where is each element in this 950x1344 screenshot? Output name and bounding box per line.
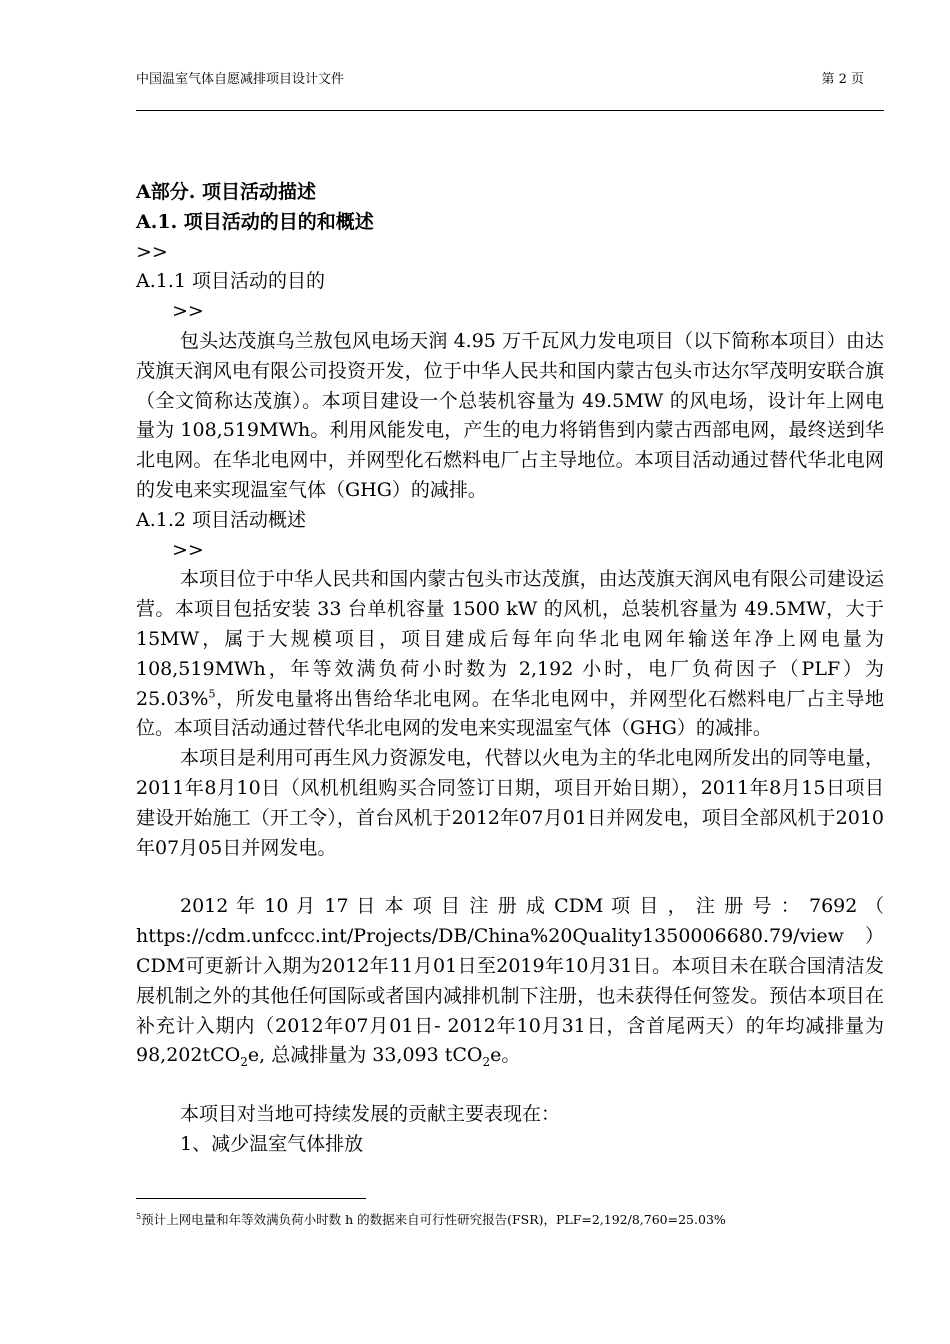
document-body (136, 178, 884, 1160)
footnote (136, 1210, 884, 1228)
header-doc-title: 中国温室气体自愿减排项目设计文件 (136, 72, 345, 87)
footnote-divider (136, 1198, 366, 1199)
page-header (136, 66, 884, 111)
footnote-number: 5 (136, 1211, 142, 1221)
footnote-text: 预计上网电量和年等效满负荷小时数 h 的数据来自可行性研究报告(FSR)，PLF=2,192/8,760=25.03% (141, 1212, 726, 1227)
a12-paragraph-4: 本项目对当地可持续发展的贡献主要表现在： (180, 1103, 561, 1126)
a12-paragraph-1: 本项目位于中华人民共和国内蒙古包头市达茂旗，由达茂旗天润风电有限公司建设运营。本项目包括安装 33 台单机容量 1500 kW 的风机，总装机容量为 49.5MW，大于 15MW，属于大规模项目，项目建成后每年向华北电网年输送年净上网电量为 108,519MWh，年等效满负荷小时数为 2,192 小时，电厂负荷因子（PLF）为 25.03%$^5$，所发电量将出售给华北电网。在华北电网中，并网型化石燃料电厂占主导地位。本项目活动通过替代华北电网的发电来实现温室气体（GHG）的减排。 (136, 568, 884, 740)
list-item: 1、减少温室气体排放 (180, 1132, 364, 1155)
marker: >> (136, 240, 168, 263)
a11-title: A.1.1 项目活动的目的 (136, 270, 326, 293)
marker: >> (172, 300, 204, 323)
footnote-ref: 5 (208, 687, 216, 701)
a12-paragraph-2: 本项目是利用可再生风力资源发电，代替以火电为主的华北电网所发出的同等电量，2011年8月10日（风机机组购买合同签订日期，项目开始日期），2011年8月15日项目建设开始施工（开工令），首台风机于2012年07月01日并网发电，项目全部风机于2010年07月05日并网发电。 (136, 747, 884, 859)
a12-title: A.1.2 项目活动概述 (136, 508, 307, 531)
a12-paragraph-3: 2012 年 10 月 17 日 本 项 目 注 册 成 CDM 项 目 ， 注 册 号 ： 7692 （ https://cdm.unfccc.int/Projects/DB/China%20Quality1350006680.79/view ） CDM可更新计入期为2012年11月01日至2019年10月31日。本项目未在联合国清洁发展机制之外的其他任何国际或者国内减排机制下注册，也未获得任何签发。预估本项目在补充计入期内（2012年07月01日- 2012年10月31日，含首尾两天）的年均减排量为98,202tCO$_2$e, 总减排量为 33,093 tCO$_2$e。 (136, 895, 884, 1070)
section-title: A部分. 项目活动描述 (136, 181, 316, 203)
subsection-title: A.1. 项目活动的目的和概述 (136, 210, 374, 233)
marker: >> (172, 538, 204, 561)
a11-paragraph: 包头达茂旗乌兰敖包风电场天润 4.95 万千瓦风力发电项目（以下简称本项目）由达茂旗天润风电有限公司投资开发，位于中华人民共和国内蒙古包头市达尔罕茂明安联合旗（全文简称达茂旗）。本项目建设一个总装机容量为 49.5MW 的风电场，设计年上网电量为 108,519MWh。利用风能发电，产生的电力将销售到内蒙古西部电网，最终送到华北电网。在华北电网中，并网型化石燃料电厂占主导地位。本项目活动通过替代华北电网的发电来实现温室气体（GHG）的减排。 (136, 329, 884, 501)
header-page-number: 第 2 页 (821, 72, 864, 87)
